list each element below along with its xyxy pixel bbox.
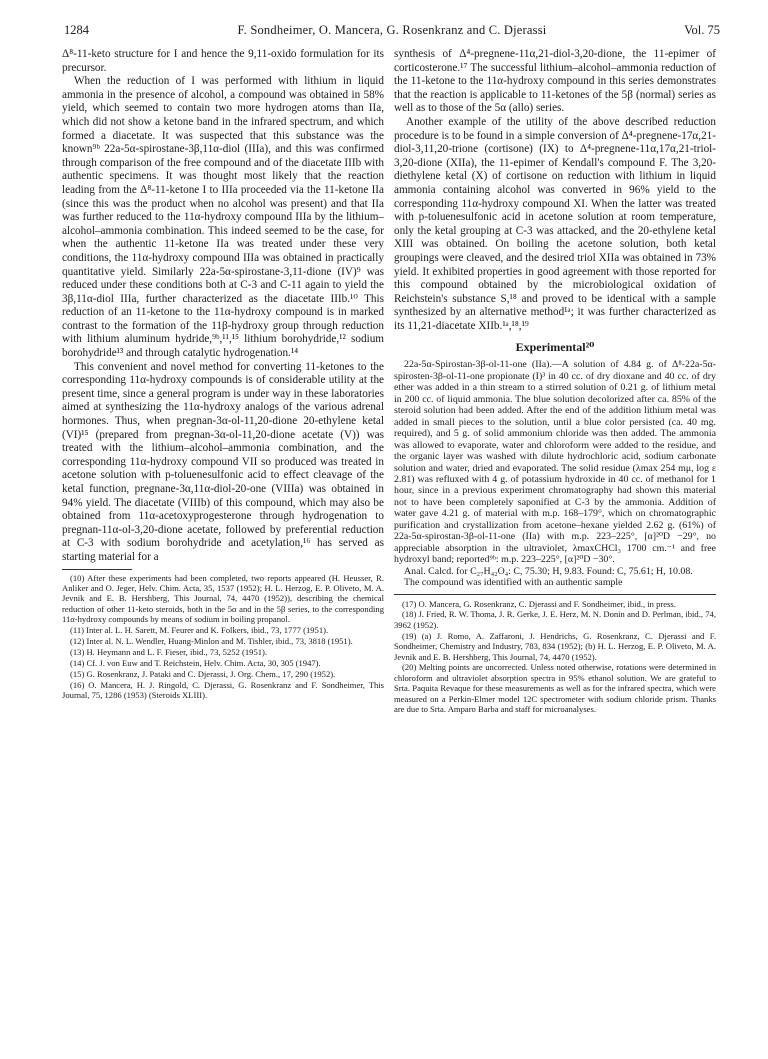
footnote: (20) Melting points are uncorrected. Unless noted otherwise, rotations were determined in chloroform and ultraviolet absorption spectra in 95% ethanol solution. We are grateful to Srta. Paquita Revaque for these measurements as well as for the infrared spectra, which were measured on a Perkin-Elmer model 12C spectrometer with sodium chloride prism. Thanks are due to Srta. Amparo Barba and staff for microanalyses. bbox=[394, 662, 716, 715]
footnote: (11) Inter al. L. H. Sarett, M. Feurer and K. Folkers, ibid., 73, 1777 (1951). bbox=[70, 625, 329, 636]
volume-label: Vol. 75 bbox=[684, 23, 720, 37]
footnote-divider bbox=[394, 594, 716, 595]
right-footnotes bbox=[394, 599, 716, 715]
paragraph: Another example of the utility of the above described reduction procedure is to be found in a simple conversion of Δ⁴-pregnene-17α,21-diol-3,11,20-trione (cortisone) (IX) to Δ⁴-pregnene-11α,17α,21-triol-3,20-dione (XIIa), the 11-epimer of Kendall's compound F. The 3,20-diethylene ketal (X) of cortisone on reduction with lithium in liquid ammonia containing alcohol was converted in 96% yield to the corresponding 11α-hydroxy compound XI. When the latter was treated with p-toluenesulfonic acid in acetone solution at room temperature, only the ketal grouping at C-3 was attacked, and the 20-ethylene ketal XIII was obtained. On boiling the acetone solution, both ketal groupings were cleaved, and the desired triol XIIa was obtained in 73% yield. It exhibited properties in good agreement with those reported for this compound obtained by the microbiological oxidation of Reichstein's substance S,¹⁸ and proved to be identical with a sample synthesized by an alternative method¹ᵃ; it was further characterized as its 11,21-diacetate XIIb.¹ᵃ,¹⁸,¹⁹ bbox=[394, 115, 716, 332]
left-footnotes bbox=[62, 573, 384, 701]
footnote: (16) O. Mancera, H. J. Ringold, C. Djerassi, G. Rosenkranz and F. Sondheimer, This Journal, 75, 1286 (1953) (Steroids XLIII). bbox=[62, 679, 384, 701]
footnote: (18) J. Fried, R. W. Thoma, J. R. Gerke, J. E. Herz, M. N. Donin and D. Perlman, ibid., 74, 3962 (1952). bbox=[394, 609, 716, 630]
footnote: (10) After these experiments had been completed, two reports appeared (H. Heusser, R. Anliker and O. Jeger, Helv. Chim. Acta, 35, 1537 (1952); H. L. Herzog, E. P. Oliveto, M. A. Jevnik and E. B. Hershberg, This Journal, 74, 4470 (1952)), describing the chemical reduction of other 11-keto steroids, both in the 5α and in the 5β series, to the corresponding 11α-hydroxy compounds by means of sodium in boiling propanol. bbox=[62, 572, 384, 625]
left-body-text bbox=[62, 48, 384, 565]
footnote: (17) O. Mancera, G. Rosenkranz, C. Djerassi and F. Sondheimer, ibid., in press. bbox=[402, 598, 676, 609]
paragraph: When the reduction of I was performed with lithium in liquid ammonia in the presence of alcohol, a compound was obtained in 58% yield, which seemed to contain two more hydrogen atoms than IIa, which did not show a ketone band in the infrared spectrum, and which formed a diacetate. It was suspected that this substance was the known⁹ᵇ 22a-5α-spirostane-3β,11α-diol (IIIa), and this was confirmed through comparison of the free compound and of the diacetate IIIb with authentic specimens. It was thought most likely that the reaction leading from the Δ⁸-11-ketone I to IIIa proceeded via the 11-ketone IIa (since this was the product when no alcohol was present) and that IIa was further reduced to the 11α-hydroxy compound IIIa by the lithium–alcohol–ammonia combination. This indeed seemed to be the case, for when the authentic 11-ketone IIa was treated under these very conditions, the 11α-hydroxy compound IIIa was obtained in practically quantitative yield. Similarly 22a-5α-spirostane-3,11-dione (IV)⁹ was reduced under these conditions both at C-3 and C-11 again to yield the 3β,11α-diol IIIa, further characterized as the diacetate IIIb.¹⁰ This reduction of an 11-ketone to the 11α-hydroxy compound is in marked contrast to the formation of the 11β-hydroxy group through reduction with lithium aluminum hydride,⁹ᵇ,¹¹,¹⁵ lithium borohydride,¹² sodium borohydride¹³ and through catalytic hydrogenation.¹⁴ bbox=[62, 75, 384, 360]
footnote: (12) Inter al. N. L. Wendler, Huang-Minlon and M. Tishler, ibid., 73, 3818 (1951). bbox=[70, 636, 353, 646]
footnote-divider bbox=[62, 569, 132, 570]
paragraph: The compound was identified with an authentic sample bbox=[404, 577, 623, 589]
footnote: (19) (a) J. Romo, A. Zaffaroni, J. Hendrichs, G. Rosenkranz, C. Djerassi and F. Sondheimer, Chemistry and Industry, 783, 834 (1952); (b) H. L. Herzog, E. P. Oliveto, M. A. Jevnik and E. B. Hershberg, This Journal, 74, 4470 (1952). bbox=[394, 630, 716, 662]
paragraph: Anal. Calcd. for C₂₇H₄₂O₄: C, 75.30; H, 9.83. Found: C, 75.61; H, 10.08. bbox=[404, 565, 693, 577]
experimental-heading: Experimental²⁰ bbox=[515, 340, 595, 355]
page-number: 1284 bbox=[64, 23, 89, 37]
running-header bbox=[64, 20, 720, 40]
footnote: (14) Cf. J. von Euw and T. Reichstein, Helv. Chim. Acta, 30, 305 (1947). bbox=[70, 657, 321, 668]
footnote: (15) G. Rosenkranz, J. Pataki and C. Djerassi, J. Org. Chem., 17, 290 (1952). bbox=[70, 668, 336, 679]
paragraph: This convenient and novel method for converting 11-ketones to the corresponding 11α-hydroxy compounds is of considerable utility at the present time, since a general program is under way in these laboratories aimed at synthesizing the 11α-hydroxy analogs of the various adrenal hormones. Thus, when pregnan-3α-ol-11,20-dione 20-ethylene ketal (VI)¹⁵ (prepared from pregnan-3α-ol-11,20-dione acetate (V)) was treated with the lithium–alcohol–ammonia combination, and the corresponding 11α-hydroxy compound VII so produced was treated in acetone solution with p-toluenesulfonic acid to effect cleavage of the ketal function, pregnane-3α,11α-diol-20-one (VIIIa) was obtained in 94% yield. The diacetate (VIIIb) of this compound, which may also be obtained from 11α-acetoxyprogesterone through hydrogenation to pregnan-11α-ol-3,20-dione acetate, followed by preferential reduction at C-3 with sodium borohydride and acetylation,¹⁶ has served as starting material for a bbox=[62, 360, 384, 563]
experimental-section bbox=[394, 359, 716, 588]
right-column bbox=[394, 48, 716, 1026]
paragraph: synthesis of Δ⁴-pregnene-11α,21-diol-3,20-dione, the 11-epimer of corticosterone.¹⁷ The successful lithium–alcohol–ammonia reduction of the 11-ketone to the 11α-hydroxy compound in this series demonstrates that the reaction is applicable to 11-ketones of the 5β (normal) series as well as to those of the 5α (allo) series. bbox=[394, 48, 716, 115]
paragraph: 22a-5α-Spirostan-3β-ol-11-one (IIa).—A solution of 4.84 g. of Δ⁸-22a-5α-spirosten-3β-ol-11-one propionate (I)³ in 40 cc. of dry dioxane and 40 cc. of dry ether was added in a thin stream to a stirred solution of 0.21 g. of lithium metal in 200 cc. of liquid ammonia. The blue solution decolorized after ca. 85% of the steroid solution had been added. After the end of the addition lithium metal was added in small pieces to the solution, until a blue color persisted (ca. 40 mg. required), and 5 g. of solid ammonium chloride was then added. The ammonia was allowed to evaporate, water and chloroform were added to the residue, and the organic layer was washed with dilute hydrochloric acid, sodium carbonate solution and water, dried and evaporated. The solid residue (λmax 254 mμ, log ε 2.81) was refluxed with 4 g. of potassium hydroxide in 40 cc. of methanol for 1 hour, since in a previous experiment chromatography had shown this material not to have been completely saponified at C-3 by the ammonia. Addition of water gave 4.21 g. of material with m.p. 168–179°, which on chromatographic purification and crystallization from acetone–hexane yielded 2.62 g. (61%) of 22a-5α-spirostan-3β-ol-11-one (IIa) with m.p. 223–225°, [α]²⁰D −29°, no appreciable absorption in the ultraviolet, λmaxCHCl₃ 1700 cm.⁻¹ and free hydroxyl band; reported⁹ᵇ: m.p. 223–225°, [α]²⁰D −30°. bbox=[394, 359, 716, 566]
footnote: (13) H. Heymann and L. F. Fieser, ibid., 73, 5252 (1951). bbox=[70, 646, 268, 657]
paragraph: Δ⁸-11-keto structure for I and hence the 9,11-oxido formulation for its precursor. bbox=[62, 48, 384, 74]
right-body-text bbox=[394, 48, 716, 333]
left-column bbox=[62, 48, 384, 1026]
running-title: F. Sondheimer, O. Mancera, G. Rosenkranz and C. Djerassi bbox=[237, 23, 547, 37]
